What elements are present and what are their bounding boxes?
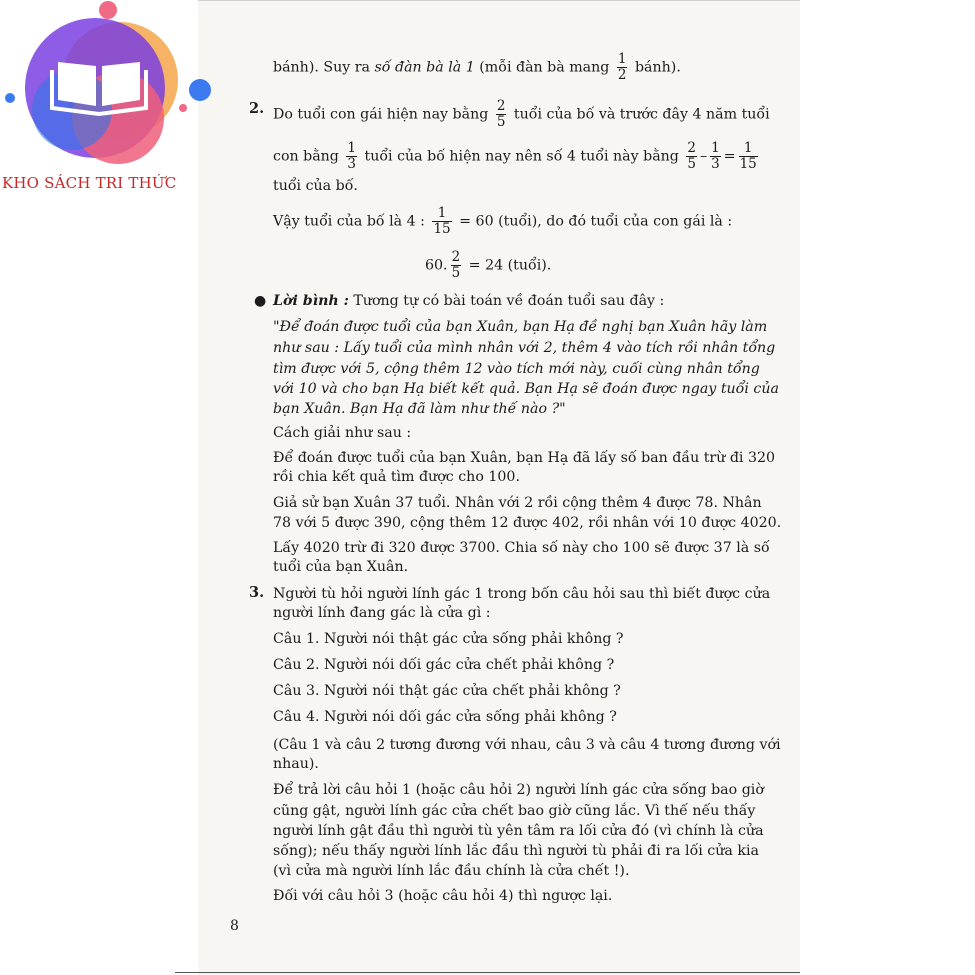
problem3-answer-line: (vì cửa mà người lính lắc đầu chính là cửa chết !). <box>273 863 630 879</box>
fraction: $\frac{1}{15}$ <box>739 140 757 172</box>
remark-quote-line: tìm được với 5, cộng thêm 12 vào tích mới này, cuối cùng nhân tổng <box>273 361 760 377</box>
fraction: $\frac{2}{5}$ <box>496 98 506 130</box>
method-para3-line: tuổi của bạn Xuân. <box>273 559 409 575</box>
method-title: Cách giải như sau : <box>273 425 412 441</box>
page-number: 8 <box>230 918 239 934</box>
remark-heading: Lời bình : Tương tự có bài toán về đoán tuổi sau đây : <box>273 293 665 309</box>
kho-sach-logo <box>0 0 220 200</box>
bullet-icon: ● <box>254 293 267 309</box>
problem3-intro-line: Người tù hỏi người lính gác 1 trong bốn câu hỏi sau thì biết được cửa <box>273 586 771 602</box>
fraction: $\frac{2}{5}$ <box>687 140 696 172</box>
page-top-edge <box>198 0 800 1</box>
method-para2-line: Giả sử bạn Xuân 37 tuổi. Nhân với 2 rồi cộng thêm 4 được 78. Nhân <box>273 495 762 511</box>
problem3-answer-line: Để trả lời câu hỏi 1 (hoặc câu hỏi 2) người lính gác cửa sống bao giờ <box>273 782 764 798</box>
problem-number-2: 2. <box>249 100 265 117</box>
question-2: Câu 2. Người nói dối gác cửa chết phải không ? <box>273 657 615 673</box>
problem1-conclusion: bánh). Suy ra số đàn bà là 1 (mỗi đàn bà mang $\frac{1}{2}$ bánh). <box>273 51 681 83</box>
problem3-closing: Đối với câu hỏi 3 (hoặc câu hỏi 4) thì ngược lại. <box>273 888 613 904</box>
remark-quote-line: "Để đoán được tuổi của bạn Xuân, bạn Hạ đề nghị bạn Xuân hãy làm <box>273 319 768 335</box>
method-para2-line: 78 với 5 được 390, cộng thêm 12 được 402, rồi nhân với 10 được 4020. <box>273 515 782 531</box>
remark-quote-line: bạn Xuân. Bạn Hạ đã làm như thế nào ?" <box>273 401 566 417</box>
fraction: $\frac{2}{5}$ <box>451 249 461 281</box>
fraction: $\frac{1}{3}$ <box>347 140 356 172</box>
method-para1-line: Để đoán được tuổi của bạn Xuân, bạn Hạ đã lấy số ban đầu trừ đi 320 <box>273 450 776 466</box>
problem3-answer-line: cũng gật, người lính gác cửa chết bao giờ cũng lắc. Vì thế nếu thấy <box>273 803 756 819</box>
question-3: Câu 3. Người nói thật gác cửa chết phải không ? <box>273 683 621 699</box>
problem2-line4: Vậy tuổi của bố là 4 : $\frac{1}{15}$ = 60 (tuổi), do đó tuổi của con gái là : <box>273 205 733 237</box>
problem2-line3: tuổi của bố. <box>273 178 358 194</box>
fraction: $\frac{1}{2}$ <box>617 51 627 83</box>
problem3-note-line: (Câu 1 và câu 2 tương đương với nhau, câu 3 và câu 4 tương đương với <box>273 737 781 753</box>
fraction: $\frac{1}{3}$ <box>711 140 720 172</box>
method-para1-line: rồi chia kết quả tìm được cho 100. <box>273 469 520 485</box>
question-4: Câu 4. Người nói dối gác cửa sống phải không ? <box>273 709 617 725</box>
problem3-answer-line: sống); nếu thấy người lính lắc đầu thì người tù phải đi ra lối cửa kia <box>273 843 759 859</box>
question-1: Câu 1. Người nói thật gác cửa sống phải không ? <box>273 631 624 647</box>
problem2-line1: Do tuổi con gái hiện nay bằng $\frac{2}{5}$ tuổi của bố và trước đây 4 năm tuổi <box>273 98 770 130</box>
logo-text: KHO SÁCH TRI THỨC <box>2 174 177 192</box>
problem3-intro-line: người lính đang gác là cửa gì : <box>273 605 491 621</box>
problem2-line2: con bằng $\frac{1}{3}$ tuổi của bố hiện nay nên số 4 tuổi này bằng $\frac{2}{5}$ – $\frac{1}{3}$ = $\frac{1}{15}$ <box>273 140 757 172</box>
problem3-answer-line: người lính gật đầu thì người tù yên tâm ra lối cửa đó (vì chính là cửa <box>273 823 764 839</box>
fraction: $\frac{1}{15}$ <box>433 205 451 237</box>
page-bottom-rule <box>175 972 800 973</box>
method-para3-line: Lấy 4020 trừ đi 320 được 3700. Chia số này cho 100 sẽ được 37 là số <box>273 540 770 556</box>
problem3-note-line: nhau). <box>273 756 319 772</box>
remark-quote-line: như sau : Lấy tuổi của mình nhân với 2, thêm 4 vào tích rồi nhân tổng <box>273 340 776 356</box>
problem-number-3: 3. <box>249 584 265 601</box>
remark-quote-line: với 10 và cho bạn Hạ biết kết quả. Bạn Hạ sẽ đoán được ngay tuổi của <box>273 381 779 397</box>
problem2-line5: 60. $\frac{2}{5}$ = 24 (tuổi). <box>425 249 552 281</box>
